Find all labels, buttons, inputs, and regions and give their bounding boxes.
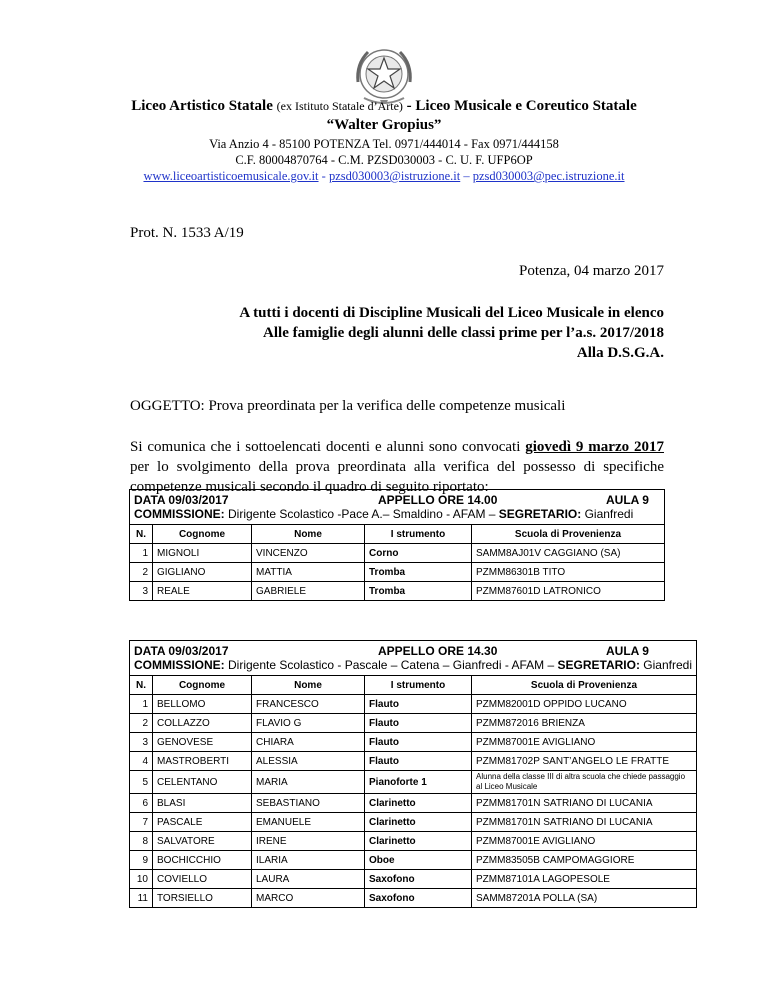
firstname-cell: ILARIA xyxy=(252,851,365,870)
table-row xyxy=(130,563,665,582)
table-row xyxy=(130,714,697,733)
instrument-cell: Saxofono xyxy=(365,870,472,889)
firstname-cell: SEBASTIANO xyxy=(252,794,365,813)
school-cell: PZMM86301B TITO xyxy=(472,563,665,582)
firstname-cell: MATTIA xyxy=(252,563,365,582)
row-number: 11 xyxy=(130,889,153,908)
school-name-note: (ex Istituto Statale d’Arte) xyxy=(276,99,403,113)
school-cell: PZMM87001E AVIGLIANO xyxy=(472,832,697,851)
row-number: 10 xyxy=(130,870,153,889)
school-cell: PZMM87001E AVIGLIANO xyxy=(472,733,697,752)
school-cell: Alunna della classe III di altra scuola che chiede passaggio al Liceo Musicale xyxy=(472,771,697,794)
surname-cell: BLASI xyxy=(153,794,252,813)
school-cell: PZMM81701N SATRIANO DI LUCANIA xyxy=(472,813,697,832)
column-header-row: N. Cognome Nome I strumento Scuola di Provenienza xyxy=(130,525,665,544)
session-room: AULA 9 xyxy=(606,493,649,507)
school-links: www.liceoartisticoemusicale.gov.it - pzsd030003@istruzione.it – pzsd030003@pec.istruzione.it xyxy=(143,169,625,183)
instrument-cell: Flauto xyxy=(365,752,472,771)
instrument-cell: Tromba xyxy=(365,582,472,601)
row-number: 6 xyxy=(130,794,153,813)
firstname-cell: GABRIELE xyxy=(252,582,365,601)
table-row xyxy=(130,582,665,601)
session-header xyxy=(130,490,665,508)
instrument-cell: Corno xyxy=(365,544,472,563)
commission-line: COMMISSIONE: Dirigente Scolastico - Pascale – Catena – Gianfredi - AFAM – SEGRETARIO: Gianfredi xyxy=(130,658,697,676)
school-codes: C.F. 80004870764 - C.M. PZSD030003 - C. U. F. UFP6OP xyxy=(235,153,533,167)
surname-cell: SALVATORE xyxy=(153,832,252,851)
surname-cell: MASTROBERTI xyxy=(153,752,252,771)
instrument-cell: Tromba xyxy=(365,563,472,582)
row-number: 3 xyxy=(130,582,153,601)
school-cell: PZMM83505B CAMPOMAGGIORE xyxy=(472,851,697,870)
school-cell: PZMM87101A LAGOPESOLE xyxy=(472,870,697,889)
row-number: 7 xyxy=(130,813,153,832)
table-row xyxy=(130,851,697,870)
surname-cell: BOCHICCHIO xyxy=(153,851,252,870)
instrument-cell: Flauto xyxy=(365,714,472,733)
table-row xyxy=(130,813,697,832)
document-date: Potenza, 04 marzo 2017 xyxy=(519,263,664,279)
firstname-cell: IRENE xyxy=(252,832,365,851)
instrument-cell: Clarinetto xyxy=(365,813,472,832)
surname-cell: TORSIELLO xyxy=(153,889,252,908)
school-name-b: - Liceo Musicale e Coreutico Statale xyxy=(406,98,637,114)
firstname-cell: ALESSIA xyxy=(252,752,365,771)
row-number: 4 xyxy=(130,752,153,771)
intro-paragraph: Si comunica che i sottoelencati docenti e alunni sono convocati giovedì 9 marzo 2017 per lo svolgimento della prova preordinata alla verifica del possesso di specifiche competenze musicali secondo il quadro di seguito riportato: xyxy=(130,439,664,495)
table-row xyxy=(130,794,697,813)
table-row xyxy=(130,733,697,752)
session-date: DATA 09/03/2017 xyxy=(134,493,229,507)
school-subtitle: “Walter Gropius” xyxy=(326,117,442,133)
school-name-a: Liceo Artistico Statale xyxy=(131,98,273,114)
instrument-cell: Oboe xyxy=(365,851,472,870)
row-number: 3 xyxy=(130,733,153,752)
instrument-cell: Flauto xyxy=(365,695,472,714)
surname-cell: COVIELLO xyxy=(153,870,252,889)
firstname-cell: CHIARA xyxy=(252,733,365,752)
firstname-cell: FLAVIO G xyxy=(252,714,365,733)
addressee-line: Alle famiglie degli alunni delle classi prime per l’a.s. 2017/2018 xyxy=(263,325,664,341)
session-time: APPELLO ORE 14.30 xyxy=(378,644,498,658)
column-header-row: N. Cognome Nome I strumento Scuola di Provenienza xyxy=(130,676,697,695)
session-header xyxy=(130,641,697,659)
session-time: APPELLO ORE 14.00 xyxy=(378,493,498,507)
exam-date-highlight: giovedì 9 marzo 2017 xyxy=(525,439,664,455)
pec-link[interactable]: pzsd030003@pec.istruzione.it xyxy=(472,169,625,183)
school-cell: PZMM82001D OPPIDO LUCANO xyxy=(472,695,697,714)
row-number: 1 xyxy=(130,544,153,563)
table-row xyxy=(130,752,697,771)
surname-cell: REALE xyxy=(153,582,252,601)
firstname-cell: VINCENZO xyxy=(252,544,365,563)
instrument-cell: Flauto xyxy=(365,733,472,752)
addressee-line: A tutti i docenti di Discipline Musicali del Liceo Musicale in elenco xyxy=(239,305,664,321)
firstname-cell: LAURA xyxy=(252,870,365,889)
surname-cell: MIGNOLI xyxy=(153,544,252,563)
website-link[interactable]: www.liceoartisticoemusicale.gov.it xyxy=(143,169,319,183)
row-number: 2 xyxy=(130,563,153,582)
subject-line: OGGETTO: Prova preordinata per la verifica delle competenze musicali xyxy=(130,398,566,414)
instrument-cell: Pianoforte 1 xyxy=(365,771,472,794)
surname-cell: CELENTANO xyxy=(153,771,252,794)
firstname-cell: MARIA xyxy=(252,771,365,794)
row-number: 9 xyxy=(130,851,153,870)
row-number: 8 xyxy=(130,832,153,851)
instrument-cell: Saxofono xyxy=(365,889,472,908)
table-row xyxy=(130,544,665,563)
table-row xyxy=(130,889,697,908)
school-cell: SAMM8AJ01V CAGGIANO (SA) xyxy=(472,544,665,563)
school-cell: SAMM87201A POLLA (SA) xyxy=(472,889,697,908)
surname-cell: GENOVESE xyxy=(153,733,252,752)
instrument-cell: Clarinetto xyxy=(365,832,472,851)
school-cell: PZMM81701N SATRIANO DI LUCANIA xyxy=(472,794,697,813)
row-number: 2 xyxy=(130,714,153,733)
email-link[interactable]: pzsd030003@istruzione.it xyxy=(328,169,461,183)
surname-cell: BELLOMO xyxy=(153,695,252,714)
instrument-cell: Clarinetto xyxy=(365,794,472,813)
table-row xyxy=(130,695,697,714)
exam-table-2 xyxy=(129,640,697,908)
school-address: Via Anzio 4 - 85100 POTENZA Tel. 0971/444014 - Fax 0971/444158 xyxy=(209,137,559,151)
table-row xyxy=(130,771,697,794)
school-cell: PZMM87601D LATRONICO xyxy=(472,582,665,601)
protocol-number: Prot. N. 1533 A/19 xyxy=(130,225,244,241)
addressee-line: Alla D.S.G.A. xyxy=(576,345,664,361)
school-name-line xyxy=(0,98,768,115)
school-cell: PZMM81702P SANT’ANGELO LE FRATTE xyxy=(472,752,697,771)
table-row xyxy=(130,832,697,851)
row-number: 1 xyxy=(130,695,153,714)
firstname-cell: MARCO xyxy=(252,889,365,908)
row-number: 5 xyxy=(130,771,153,794)
session-room: AULA 9 xyxy=(606,644,649,658)
surname-cell: COLLAZZO xyxy=(153,714,252,733)
exam-table-1 xyxy=(129,489,665,601)
firstname-cell: EMANUELE xyxy=(252,813,365,832)
addressees xyxy=(239,303,664,363)
school-cell: PZMM872016 BRIENZA xyxy=(472,714,697,733)
table-row xyxy=(130,870,697,889)
surname-cell: PASCALE xyxy=(153,813,252,832)
session-date: DATA 09/03/2017 xyxy=(134,644,229,658)
commission-line: COMMISSIONE: Dirigente Scolastico -Pace A.– Smaldino - AFAM – SEGRETARIO: Gianfredi xyxy=(130,507,665,525)
firstname-cell: FRANCESCO xyxy=(252,695,365,714)
surname-cell: GIGLIANO xyxy=(153,563,252,582)
